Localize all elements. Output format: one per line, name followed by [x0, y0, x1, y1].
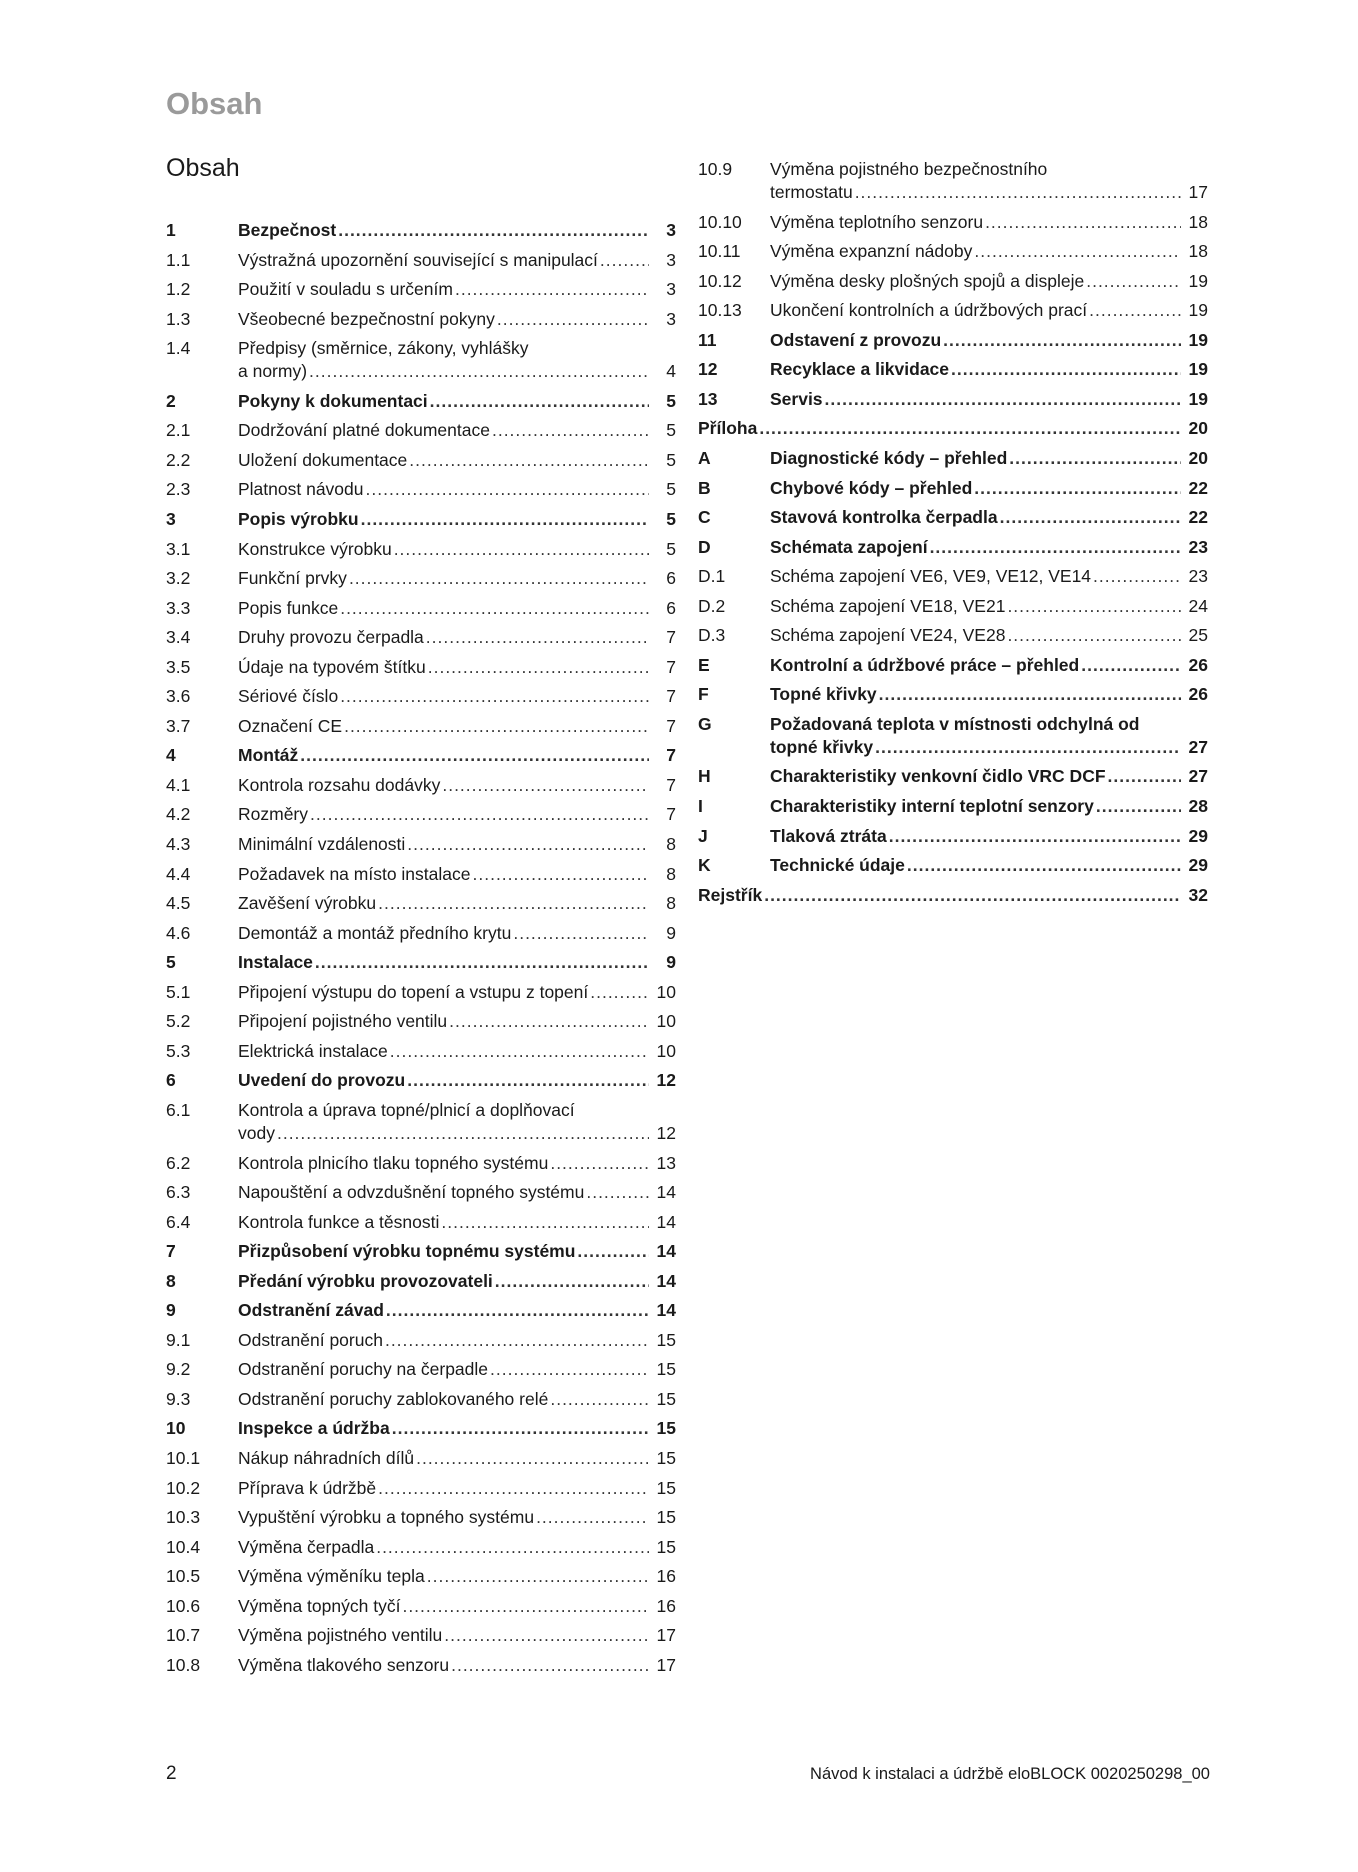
toc-entry-title: Výměna pojistného ventilu — [238, 1625, 443, 1646]
toc-leader-dots — [974, 477, 1181, 500]
toc-entry-page: 19 — [1188, 300, 1208, 321]
toc-entry-page: 14 — [656, 1211, 676, 1232]
toc-entry-number: I — [698, 796, 703, 816]
toc-leader-dots — [930, 536, 1181, 559]
toc-entry-title: Připojení výstupu do topení a vstupu z topení — [238, 981, 589, 1002]
toc-leader-dots — [879, 683, 1181, 706]
toc-entry-number: 4.2 — [166, 804, 191, 825]
toc-leader-dots — [315, 951, 649, 974]
toc-entry-page: 8 — [666, 893, 676, 914]
toc-entry-page: 3 — [666, 279, 676, 300]
toc-entry-number: 4.4 — [166, 863, 191, 884]
toc-entry-page: 10 — [656, 1040, 676, 1061]
toc-entry-page: 7 — [666, 715, 676, 736]
toc-leader-dots — [1108, 765, 1181, 788]
toc-leader-dots — [536, 1506, 649, 1529]
toc-entry-number: J — [698, 825, 708, 846]
toc-entry-title: Napouštění a odvzdušnění topného systému — [238, 1182, 585, 1203]
toc-entry-page: 32 — [1188, 884, 1208, 905]
toc-entry-number: 10.1 — [166, 1448, 201, 1468]
toc-entry-number: 13 — [698, 388, 718, 409]
toc-leader-dots — [1007, 595, 1181, 618]
toc-leader-dots — [376, 1536, 649, 1559]
toc-leader-dots — [300, 744, 649, 767]
toc-entry-page: 22 — [1188, 477, 1208, 498]
toc-entry-page: 14 — [656, 1270, 676, 1291]
toc-entry-number: 10.9 — [698, 159, 733, 179]
toc-entry-title: Výměna desky plošných spojů a displeje — [770, 270, 1085, 291]
toc-entry-title: Výměna teplotního senzoru — [770, 211, 984, 232]
toc-entry-title: Kontrola a úprava topné/plnicí a doplňovací — [238, 1099, 575, 1120]
toc-leader-dots — [490, 1358, 649, 1381]
toc-entry-number: E — [698, 654, 710, 675]
toc-leader-dots — [409, 449, 649, 472]
toc-entry-number: 6.2 — [166, 1152, 191, 1173]
toc-entry-title: Výměna expanzní nádoby — [770, 241, 973, 262]
toc-entry-page: 5 — [666, 390, 676, 411]
toc-entry-page: 12 — [656, 1070, 676, 1091]
toc-entry-number: 6 — [166, 1070, 176, 1091]
toc-entry-title: Schéma zapojení VE24, VE28 — [770, 625, 1006, 646]
toc-leader-dots — [985, 211, 1181, 234]
toc-entry-number: 6.4 — [166, 1211, 191, 1232]
toc-entry-page: 5 — [666, 420, 676, 441]
toc-entry-page: 16 — [656, 1595, 676, 1616]
toc-entry-number: 5.1 — [166, 981, 191, 1002]
toc-entry-title: Výměna tlakového senzoru — [238, 1654, 450, 1675]
toc-leader-dots — [875, 736, 1181, 759]
toc-entry-number: D.1 — [698, 566, 726, 587]
toc-entry-title: Demontáž a montáž předního krytu — [238, 922, 512, 943]
toc-entry-title: Předpisy (směrnice, zákony, vyhlášky — [238, 338, 529, 359]
toc-entry-number: 10.2 — [166, 1477, 201, 1498]
toc-entry-title: Druhy provozu čerpadla — [238, 627, 424, 648]
toc-leader-dots — [889, 825, 1181, 848]
toc-entry-page: 17 — [1188, 182, 1208, 202]
toc-entry-number: 9.2 — [166, 1359, 191, 1380]
toc-leader-dots — [407, 833, 649, 856]
toc-entry-title: Všeobecné bezpečnostní pokyny — [238, 308, 495, 329]
toc-entry-title: Odstranění poruchy zablokovaného relé — [238, 1388, 549, 1409]
toc-leader-dots — [1081, 654, 1181, 677]
toc-entry-title: Sériové číslo — [238, 686, 339, 707]
toc-leader-dots — [590, 981, 649, 1004]
toc-entry-title: Technické údaje — [770, 855, 905, 876]
toc-entry-title: Servis — [770, 388, 823, 409]
toc-entry-page: 23 — [1188, 566, 1208, 587]
toc-entry-page: 15 — [656, 1477, 676, 1498]
toc-entry-number: D.3 — [698, 625, 726, 646]
toc-leader-dots — [344, 715, 649, 738]
toc-entry-page: 17 — [656, 1654, 676, 1675]
toc-entry-number: 3.5 — [166, 656, 191, 677]
toc-leader-dots — [495, 1270, 649, 1293]
toc-leader-dots — [1093, 565, 1181, 588]
toc-leader-dots — [492, 419, 649, 442]
toc-entry-title: Odstranění poruchy na čerpadle — [238, 1359, 489, 1380]
toc-entry-page: 10 — [656, 981, 676, 1002]
toc-entry-title: Popis funkce — [238, 597, 339, 618]
toc-entry-title: Připojení pojistného ventilu — [238, 1011, 448, 1032]
toc-leader-dots — [441, 1211, 649, 1234]
toc-leader-dots — [309, 360, 649, 383]
toc-entry-number: 5 — [166, 952, 176, 973]
toc-entry-title: Minimální vzdálenosti — [238, 834, 406, 854]
toc-entry-page: 20 — [1188, 447, 1208, 468]
toc-entry-page: 14 — [656, 1182, 676, 1203]
toc-entry-number: 10.13 — [698, 300, 742, 321]
toc-entry-title: Nákup náhradních dílů — [238, 1448, 415, 1468]
toc-entry-number: 4.3 — [166, 834, 191, 854]
toc-entry-title: Uložení dokumentace — [238, 449, 408, 470]
toc-entry-title: Příloha — [698, 418, 758, 439]
toc-entry-page: 5 — [666, 508, 676, 529]
toc-entry-title: Vypuštění výrobku a topného systému — [238, 1507, 535, 1528]
toc-entry-number: 10.10 — [698, 211, 742, 232]
toc-entry-title: Stavová kontrolka čerpadla — [770, 507, 998, 528]
toc-entry-title: Ukončení kontrolních a údržbových prací — [770, 300, 1088, 321]
toc-entry-title: Použití v souladu s určením — [238, 279, 453, 300]
toc-entry-page: 9 — [666, 952, 676, 973]
toc-entry-page: 15 — [656, 1388, 676, 1409]
footer-page-number: 2 — [166, 1763, 177, 1784]
toc-leader-dots — [385, 1329, 649, 1352]
toc-entry-page: 18 — [1188, 211, 1208, 232]
toc-entry-number: 7 — [166, 1241, 176, 1262]
toc-entry-page: 7 — [666, 656, 676, 677]
toc-entry-page: 19 — [1188, 329, 1208, 350]
toc-entry-title: Funkční prvky — [238, 568, 347, 589]
toc-leader-dots — [451, 1654, 649, 1677]
toc-entry-number: 4.5 — [166, 893, 191, 914]
toc-entry-title: Montáž — [238, 745, 299, 766]
toc-entry-page: 25 — [1188, 625, 1208, 646]
toc-entry-title: Rejstřík — [698, 884, 763, 905]
toc-entry-page: 7 — [666, 686, 676, 707]
toc-entry-page: 8 — [666, 834, 676, 854]
toc-entry-page: 23 — [1188, 536, 1208, 557]
toc-leader-dots — [407, 1069, 649, 1092]
toc-entry-title: Odstavení z provozu — [770, 329, 942, 350]
toc-leader-dots — [1089, 299, 1181, 322]
toc-entry-number: 5.2 — [166, 1011, 191, 1032]
toc-entry-title: Charakteristiky interní teplotní senzory — [770, 796, 1094, 816]
toc-entry-number: 3.1 — [166, 538, 191, 559]
toc-entry-number: 1.3 — [166, 308, 191, 329]
toc-entry-page: 29 — [1188, 825, 1208, 846]
toc-leader-dots — [1007, 624, 1181, 647]
toc-entry-page: 15 — [656, 1359, 676, 1380]
toc-entry-page: 19 — [1188, 388, 1208, 409]
toc-entry-title: Výstražná upozornění související s manipulací — [238, 249, 598, 270]
toc-leader-dots — [427, 1565, 649, 1588]
toc-entry-number: 2.3 — [166, 479, 191, 500]
toc-entry-title: Recyklace a likvidace — [770, 359, 950, 380]
toc-entry-number: 4.6 — [166, 922, 191, 943]
toc-leader-dots — [430, 390, 649, 413]
toc-entry-title: Inspekce a údržba — [238, 1418, 390, 1439]
toc-entry-page: 10 — [656, 1011, 676, 1032]
toc-leader-dots — [759, 417, 1181, 440]
toc-entry-title: Elektrická instalace — [238, 1040, 388, 1061]
toc-leader-dots — [513, 922, 649, 945]
toc-leader-dots — [394, 538, 649, 561]
toc-entry-page: 15 — [656, 1329, 676, 1350]
toc-entry-page: 4 — [666, 361, 676, 382]
toc-entry-page: 15 — [656, 1507, 676, 1528]
toc-entry-number: H — [698, 766, 711, 787]
toc-entry-page: 26 — [1188, 684, 1208, 705]
toc-entry-page: 27 — [1188, 736, 1208, 757]
toc-entry-number: 1.1 — [166, 249, 191, 270]
toc-entry-number: A — [698, 447, 711, 468]
toc-entry-page: 16 — [656, 1566, 676, 1587]
toc-leader-dots — [378, 1477, 649, 1500]
toc-entry-number: 3.2 — [166, 568, 191, 589]
toc-leader-dots — [586, 1181, 649, 1204]
toc-entry-number: 9.1 — [166, 1329, 191, 1350]
toc-entry-title: termostatu — [770, 182, 853, 202]
toc-entry-page: 3 — [666, 308, 676, 329]
toc-leader-dots — [1086, 270, 1181, 293]
toc-leader-dots — [378, 892, 649, 915]
toc-entry-title: Předání výrobku provozovateli — [238, 1270, 493, 1291]
toc-entry-page: 26 — [1188, 654, 1208, 675]
toc-entry-title: Příprava k údržbě — [238, 1477, 377, 1498]
toc-entry-title: Tlaková ztráta — [770, 825, 887, 846]
toc-entry-page: 13 — [656, 1152, 676, 1173]
toc-entry-number: 8 — [166, 1270, 176, 1291]
toc-entry-number: 10.6 — [166, 1595, 201, 1616]
toc-entry-title: Schéma zapojení VE6, VE9, VE12, VE14 — [770, 566, 1092, 587]
toc-entry-page: 22 — [1188, 507, 1208, 528]
toc-entry-number: 2 — [166, 390, 176, 411]
toc-entry-title: Platnost návodu — [238, 479, 364, 500]
page-header-title: Obsah — [166, 86, 263, 121]
toc-leader-dots — [577, 1240, 649, 1263]
toc-entry-title: Konstrukce výrobku — [238, 538, 392, 559]
toc-entry-number: 1.4 — [166, 338, 191, 359]
toc-leader-dots — [426, 626, 649, 649]
toc-entry-title: Kontrola plnicího tlaku topného systému — [238, 1152, 549, 1173]
toc-entry-title: topné křivky — [770, 736, 874, 757]
toc-leader-dots — [349, 567, 649, 590]
toc-entry-page: 29 — [1188, 855, 1208, 876]
toc-leader-dots — [402, 1595, 649, 1618]
toc-entry-title: Požadavek na místo instalace — [238, 863, 471, 884]
toc-leader-dots — [907, 854, 1181, 877]
toc-entry-page: 24 — [1188, 595, 1208, 616]
toc-leader-dots — [366, 478, 649, 501]
toc-entry-title: Odstranění poruch — [238, 1329, 383, 1350]
toc-leader-dots — [392, 1417, 649, 1440]
toc-entry-title: Pokyny k dokumentaci — [238, 390, 428, 411]
toc-entry-title: Kontrola rozsahu dodávky — [238, 774, 441, 795]
toc-entry-title: Kontrolní a údržbové práce – přehled — [770, 654, 1080, 675]
toc-leader-dots — [416, 1447, 649, 1470]
toc-leader-dots — [277, 1122, 649, 1145]
toc-entry-title: Uvedení do provozu — [238, 1070, 406, 1091]
toc-entry-title: Požadovaná teplota v místnosti odchylná od — [770, 713, 1140, 734]
toc-entry-number: 3 — [166, 508, 176, 529]
toc-entry-number: 10.11 — [698, 241, 741, 262]
toc-entry-page: 5 — [666, 449, 676, 470]
toc-entry-page: 7 — [666, 627, 676, 648]
toc-entry-page: 3 — [666, 249, 676, 270]
toc-leader-dots — [361, 508, 649, 531]
toc-entry-number: 10.12 — [698, 270, 742, 291]
toc-entry-number: 4 — [166, 745, 176, 766]
toc-entry-page: 7 — [666, 774, 676, 795]
toc-leader-dots — [428, 656, 649, 679]
toc-entry-number: 4.1 — [166, 774, 191, 795]
toc-entry-number: K — [698, 855, 711, 876]
toc-entry-title: Kontrola funkce a těsnosti — [238, 1211, 440, 1232]
toc-entry-title: Výměna čerpadla — [238, 1536, 375, 1557]
toc-leader-dots — [455, 278, 649, 301]
toc-entry-number: 3.7 — [166, 715, 191, 736]
toc-entry-page: 5 — [666, 538, 676, 559]
toc-entry-title: Chybové kódy – přehled — [770, 477, 973, 498]
toc-entry-number: 10.4 — [166, 1536, 201, 1557]
toc-entry-number: 10.5 — [166, 1566, 201, 1587]
toc-leader-dots — [951, 358, 1181, 381]
toc-entry-title: vody — [238, 1122, 275, 1143]
toc-leader-dots — [390, 1040, 649, 1063]
toc-leader-dots — [473, 863, 650, 886]
toc-entry-title: Bezpečnost — [238, 220, 337, 240]
toc-leader-dots — [444, 1624, 649, 1647]
toc-entry-title: Zavěšení výrobku — [238, 893, 377, 914]
toc-entry-page: 15 — [656, 1536, 676, 1557]
toc-entry-number: 3.4 — [166, 627, 191, 648]
toc-entry-page: 6 — [666, 568, 676, 589]
toc-entry-page: 12 — [656, 1122, 676, 1143]
toc-leader-dots — [449, 1010, 649, 1033]
toc-entry-number: B — [698, 477, 711, 498]
toc-entry-page: 3 — [666, 220, 676, 240]
toc-entry-page: 14 — [656, 1241, 676, 1262]
toc-entry-page: 5 — [666, 479, 676, 500]
toc-entry-number: 2.1 — [166, 420, 191, 441]
toc-leader-dots — [386, 1299, 649, 1322]
toc-entry-number: D.2 — [698, 595, 726, 616]
toc-entry-number: 10 — [166, 1418, 186, 1439]
toc-entry-number: D — [698, 536, 711, 557]
toc-entry-page: 8 — [666, 863, 676, 884]
toc-entry-number: F — [698, 684, 709, 705]
toc-entry-title: Odstranění závad — [238, 1300, 384, 1321]
toc-entry-number: 1.2 — [166, 279, 191, 300]
toc-entry-title: Označení CE — [238, 715, 343, 736]
toc-leader-dots — [340, 685, 649, 708]
toc-entry-page: 17 — [656, 1625, 676, 1646]
toc-entry-number: 6.3 — [166, 1182, 191, 1203]
toc-entry-title: Charakteristiky venkovní čidlo VRC DCF — [770, 766, 1106, 787]
toc-entry-number: G — [698, 713, 712, 734]
toc-leader-dots — [340, 597, 649, 620]
toc-leader-dots — [1000, 506, 1181, 529]
toc-entry-page: 19 — [1188, 359, 1208, 380]
toc-leader-dots — [855, 181, 1181, 204]
toc-entry-title: Výměna pojistného bezpečnostního — [770, 159, 1048, 179]
toc-entry-title: Rozměry — [238, 804, 309, 825]
toc-heading: Obsah — [166, 154, 240, 182]
toc-entry-number: 12 — [698, 359, 718, 380]
toc-leader-dots — [442, 774, 649, 797]
toc-entry-title: Schéma zapojení VE18, VE21 — [770, 595, 1006, 616]
toc-entry-title: a normy) — [238, 361, 308, 382]
toc-entry-number: 10.8 — [166, 1654, 201, 1675]
toc-entry-title: Schémata zapojení — [770, 536, 928, 557]
toc-entry-page: 15 — [656, 1448, 676, 1468]
toc-entry-number: 6.1 — [166, 1099, 191, 1120]
toc-entry-title: Topné křivky — [770, 684, 877, 705]
toc-entry-title: Popis výrobku — [238, 508, 359, 529]
toc-leader-dots — [1009, 447, 1181, 470]
toc-entry-title: Výměna topných tyčí — [238, 1595, 401, 1616]
toc-leader-dots — [550, 1388, 649, 1411]
toc-entry-page: 20 — [1188, 418, 1208, 439]
toc-entry-title: Instalace — [238, 952, 313, 973]
toc-entry-page: 6 — [666, 597, 676, 618]
toc-entry-page: 28 — [1188, 796, 1208, 816]
toc-leader-dots — [974, 240, 1181, 263]
toc-entry-title: Údaje na typovém štítku — [238, 656, 426, 677]
toc-entry-number: 5.3 — [166, 1040, 191, 1061]
toc-entry-number: C — [698, 507, 711, 528]
toc-entry-number: 10.7 — [166, 1625, 201, 1646]
toc-entry-title: Diagnostické kódy – přehled — [770, 447, 1008, 468]
toc-entry-page: 14 — [656, 1300, 676, 1321]
toc-leader-dots — [338, 219, 649, 242]
toc-entry-number: 3.6 — [166, 686, 191, 707]
footer-document-title: Návod k instalaci a údržbě eloBLOCK 0020250298_00 — [810, 1765, 1210, 1783]
toc-entry-title: Výměna výměníku tepla — [238, 1566, 425, 1587]
toc-entry-number: 10.3 — [166, 1507, 201, 1528]
toc-leader-dots — [1096, 795, 1181, 818]
toc-entry-number: 2.2 — [166, 449, 191, 470]
toc-entry-title: Dodržování platné dokumentace — [238, 420, 490, 441]
toc-entry-page: 9 — [666, 922, 676, 943]
toc-entry-page: 15 — [656, 1418, 676, 1439]
toc-entry-number: 1 — [166, 220, 176, 240]
toc-entry-page: 7 — [666, 745, 676, 766]
toc-entry-number: 9 — [166, 1300, 176, 1321]
toc-leader-dots — [825, 388, 1181, 411]
toc-entry-page: 19 — [1188, 270, 1208, 291]
toc-entry-page: 18 — [1188, 241, 1208, 262]
toc-entry-number: 11 — [698, 329, 717, 350]
toc-entry-page: 7 — [666, 804, 676, 825]
toc-entry-page: 27 — [1188, 766, 1208, 787]
toc-entry-number: 9.3 — [166, 1388, 191, 1409]
toc-leader-dots — [764, 884, 1181, 907]
toc-leader-dots — [550, 1152, 649, 1175]
toc-entry-title: Přizpůsobení výrobku topnému systému — [238, 1241, 576, 1262]
toc-leader-dots — [497, 308, 649, 331]
toc-leader-dots — [600, 249, 649, 272]
toc-leader-dots — [943, 329, 1181, 352]
toc-entry-number: 3.3 — [166, 597, 191, 618]
toc-leader-dots — [310, 803, 649, 826]
